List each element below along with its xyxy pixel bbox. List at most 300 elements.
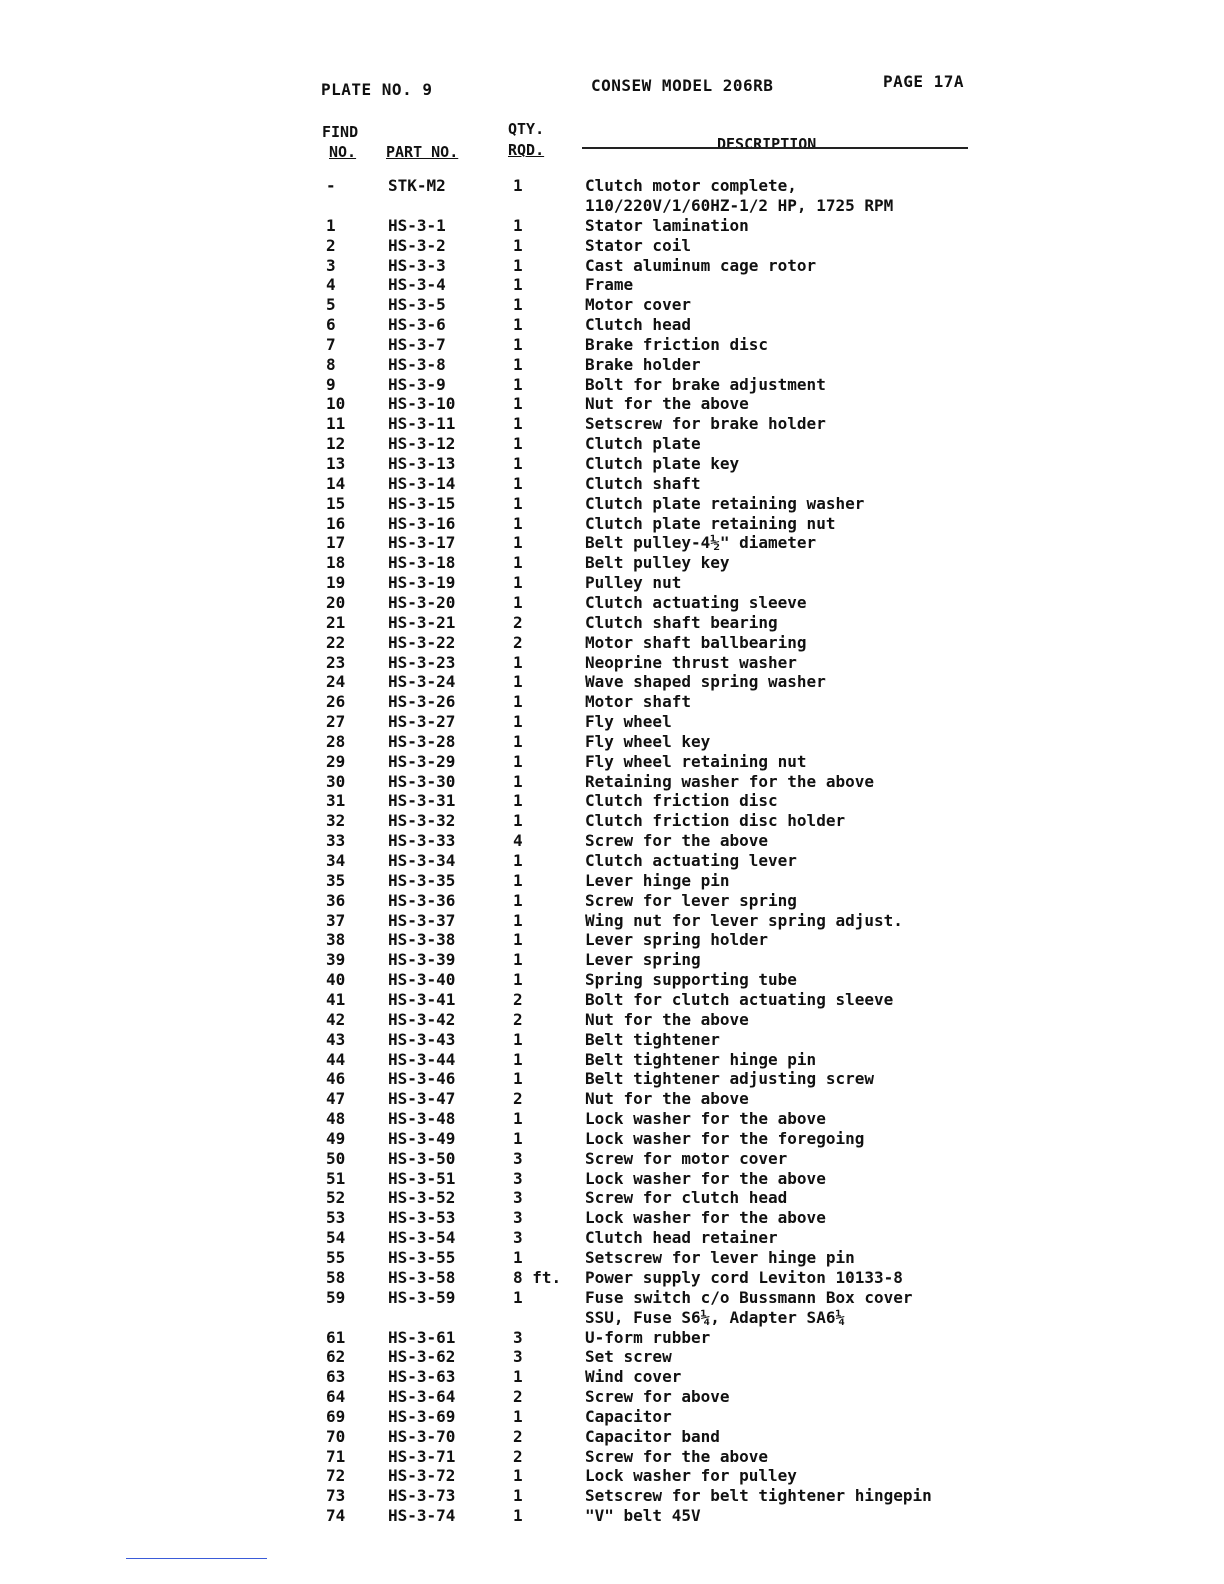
table-row <box>0 256 1224 276</box>
part-no: HS-3-52 <box>388 1188 456 1208</box>
part-no: HS-3-17 <box>388 533 456 553</box>
description: Bolt for clutch actuating sleeve <box>585 989 894 1009</box>
find-no: 42 <box>326 1009 346 1029</box>
qty-required: 1 <box>513 870 523 890</box>
qty-required: 1 <box>513 275 523 295</box>
table-row <box>0 593 1224 613</box>
qty-required: 1 <box>513 930 523 950</box>
table-row <box>0 1347 1224 1367</box>
find-no: 32 <box>326 811 346 831</box>
description: Pulley nut <box>585 573 682 593</box>
description: Nut for the above <box>585 394 749 414</box>
description: Clutch plate retaining washer <box>585 493 865 513</box>
description: Fly wheel <box>585 712 672 732</box>
description: Fly wheel retaining nut <box>585 751 807 771</box>
table-row <box>0 335 1224 355</box>
table-row <box>0 533 1224 553</box>
part-no: HS-3-64 <box>388 1387 456 1407</box>
part-no: HS-3-48 <box>388 1109 456 1129</box>
description: Setscrew for lever hinge pin <box>585 1248 855 1267</box>
description: Cast aluminum cage rotor <box>585 255 817 275</box>
find-no: 11 <box>326 414 346 434</box>
description: Fuse switch c/o Bussmann Box cover <box>585 1287 913 1307</box>
table-row <box>0 672 1224 692</box>
qty-required: 1 <box>513 910 523 930</box>
find-no: 40 <box>326 970 346 990</box>
qty-required: 8 ft. <box>513 1267 562 1287</box>
table-row <box>0 355 1224 375</box>
part-no: HS-3-18 <box>388 553 456 573</box>
part-no: HS-3-27 <box>388 712 456 732</box>
part-no: STK-M2 <box>388 176 446 195</box>
model-title: CONSEW MODEL 206RB <box>591 76 774 95</box>
part-no: HS-3-74 <box>388 1506 456 1526</box>
description: Wing nut for lever spring adjust. <box>585 910 903 930</box>
find-no: 29 <box>326 751 346 771</box>
part-no: HS-3-34 <box>388 851 456 870</box>
find-no: 55 <box>326 1248 346 1267</box>
description: Lock washer for the above <box>585 1208 826 1228</box>
part-no: HS-3-10 <box>388 394 456 414</box>
description: Belt pulley-4½" diameter <box>585 533 817 553</box>
part-no: HS-3-61 <box>388 1327 456 1347</box>
part-no: HS-3-59 <box>388 1287 456 1307</box>
part-no: HS-3-4 <box>388 275 446 295</box>
find-no: 58 <box>326 1267 346 1287</box>
part-no: HS-3-35 <box>388 870 456 890</box>
table-row <box>0 1188 1224 1208</box>
table-row <box>0 970 1224 990</box>
description: Screw for the above <box>585 1446 769 1466</box>
qty-required: 1 <box>513 1069 523 1089</box>
qty-required: 1 <box>513 652 523 672</box>
table-row <box>0 295 1224 315</box>
qty-required: 1 <box>513 533 523 553</box>
table-row <box>0 315 1224 335</box>
find-no: 30 <box>326 771 346 791</box>
find-no: 1 <box>326 215 336 235</box>
find-no: 43 <box>326 1029 346 1049</box>
table-row <box>0 871 1224 891</box>
table-row <box>0 474 1224 494</box>
description: Lock washer for pulley <box>585 1466 797 1486</box>
table-row <box>0 275 1224 295</box>
part-no: HS-3-14 <box>388 473 456 493</box>
table-row <box>0 1050 1224 1070</box>
find-no: 20 <box>326 592 346 612</box>
find-no: 47 <box>326 1089 346 1109</box>
qty-required: 1 <box>513 493 523 513</box>
qty-required: 1 <box>513 970 523 990</box>
description: Lock washer for the above <box>585 1109 826 1129</box>
part-no: HS-3-71 <box>388 1446 456 1466</box>
table-row <box>0 930 1224 950</box>
description: Screw for clutch head <box>585 1188 788 1208</box>
qty-required: 1 <box>513 1406 523 1426</box>
qty-required: 1 <box>513 1248 523 1267</box>
part-no: HS-3-21 <box>388 612 456 632</box>
part-no: HS-3-9 <box>388 374 446 394</box>
qty-required: 3 <box>513 1327 523 1347</box>
part-no: HS-3-15 <box>388 493 456 513</box>
table-row <box>0 1129 1224 1149</box>
part-no: HS-3-28 <box>388 731 456 751</box>
find-no: 62 <box>326 1347 346 1367</box>
qty-required: 2 <box>513 1446 523 1466</box>
description: Belt tightener hinge pin <box>585 1049 817 1069</box>
qty-required: 1 <box>513 1466 523 1486</box>
description: Frame <box>585 275 634 295</box>
find-no: 64 <box>326 1387 346 1407</box>
find-no: 7 <box>326 334 336 354</box>
qty-required: 1 <box>513 751 523 771</box>
table-row <box>0 1486 1224 1506</box>
qty-required: 3 <box>513 1168 523 1188</box>
part-no: HS-3-5 <box>388 295 446 315</box>
qty-required: 1 <box>513 731 523 751</box>
qty-required: 2 <box>513 1387 523 1407</box>
table-row <box>0 236 1224 256</box>
description: Clutch actuating lever <box>585 851 797 870</box>
description: Clutch plate key <box>585 454 740 473</box>
table-row <box>0 1109 1224 1129</box>
part-no: HS-3-23 <box>388 652 456 672</box>
find-no: 24 <box>326 672 346 692</box>
qty-required: 1 <box>513 215 523 235</box>
table-row <box>0 831 1224 851</box>
part-no: HS-3-55 <box>388 1248 456 1267</box>
description: Motor cover <box>585 295 691 315</box>
table-row <box>0 692 1224 712</box>
part-no: HS-3-53 <box>388 1208 456 1228</box>
table-row <box>0 1387 1224 1407</box>
find-no: 23 <box>326 652 346 672</box>
qty-required: 1 <box>513 1367 523 1387</box>
find-no: 44 <box>326 1049 346 1069</box>
description-continued: 110/220V/1/60HZ-1/2 HP, 1725 RPM <box>585 196 894 215</box>
description: Screw for the above <box>585 831 769 851</box>
part-no: HS-3-33 <box>388 831 456 851</box>
description: Stator coil <box>585 235 691 255</box>
description: Lock washer for the foregoing <box>585 1128 865 1148</box>
part-no: HS-3-70 <box>388 1426 456 1446</box>
description: Clutch actuating sleeve <box>585 592 807 612</box>
qty-required: 3 <box>513 1347 523 1367</box>
part-no: HS-3-1 <box>388 215 446 235</box>
col-find-line2: NO. <box>329 143 357 161</box>
description: Wind cover <box>585 1367 682 1387</box>
description: Set screw <box>585 1347 672 1367</box>
qty-required: 1 <box>513 334 523 354</box>
description: Clutch head retainer <box>585 1228 778 1248</box>
table-row <box>0 375 1224 395</box>
qty-required: 1 <box>513 513 523 533</box>
qty-required: 1 <box>513 573 523 593</box>
find-no: 16 <box>326 513 346 533</box>
qty-required: 2 <box>513 632 523 652</box>
description: Lever hinge pin <box>585 870 730 890</box>
qty-required: 1 <box>513 434 523 454</box>
part-no: HS-3-39 <box>388 950 456 970</box>
description: Nut for the above <box>585 1089 749 1109</box>
find-no: 10 <box>326 394 346 414</box>
part-no: HS-3-3 <box>388 255 446 275</box>
table-row <box>0 990 1224 1010</box>
find-no: 28 <box>326 731 346 751</box>
table-row <box>0 1248 1224 1268</box>
find-no: 36 <box>326 890 346 910</box>
part-no: HS-3-69 <box>388 1406 456 1426</box>
table-row <box>0 514 1224 534</box>
table-row <box>0 414 1224 434</box>
table-row <box>0 772 1224 792</box>
table-row <box>0 434 1224 454</box>
table-row <box>0 1268 1224 1288</box>
find-no: 31 <box>326 791 346 811</box>
part-no: HS-3-31 <box>388 791 456 811</box>
part-no: HS-3-11 <box>388 414 456 434</box>
find-no: 49 <box>326 1128 346 1148</box>
qty-required: 2 <box>513 612 523 632</box>
find-no: 6 <box>326 315 336 335</box>
qty-required: 1 <box>513 1128 523 1148</box>
table-row <box>0 950 1224 970</box>
description: Nut for the above <box>585 1009 749 1029</box>
part-no: HS-3-26 <box>388 692 456 712</box>
find-no: 26 <box>326 692 346 712</box>
find-no: 8 <box>326 354 336 374</box>
table-row <box>0 633 1224 653</box>
table-row <box>0 573 1224 593</box>
description: Clutch shaft <box>585 473 701 493</box>
table-row <box>0 1288 1224 1328</box>
part-no: HS-3-49 <box>388 1128 456 1148</box>
qty-required: 2 <box>513 1089 523 1109</box>
find-no: 72 <box>326 1466 346 1486</box>
part-no: HS-3-43 <box>388 1029 456 1049</box>
description: U-form rubber <box>585 1327 711 1347</box>
qty-required: 1 <box>513 672 523 692</box>
table-row <box>0 891 1224 911</box>
qty-required: 2 <box>513 1426 523 1446</box>
part-no: HS-3-37 <box>388 910 456 930</box>
description: Wave shaped spring washer <box>585 672 826 692</box>
table-row <box>0 1466 1224 1486</box>
table-row <box>0 1427 1224 1447</box>
part-no: HS-3-24 <box>388 672 456 692</box>
part-no: HS-3-42 <box>388 1009 456 1029</box>
qty-required: 1 <box>513 712 523 732</box>
part-no: HS-3-40 <box>388 970 456 990</box>
col-qty-line1: QTY. <box>508 120 545 138</box>
qty-required: 1 <box>513 454 523 473</box>
qty-required: 1 <box>513 394 523 414</box>
table-row <box>0 1367 1224 1387</box>
find-no: 46 <box>326 1069 346 1089</box>
find-no: 18 <box>326 553 346 573</box>
part-no: HS-3-6 <box>388 315 446 335</box>
part-no: HS-3-32 <box>388 811 456 831</box>
description: Motor shaft <box>585 692 691 712</box>
table-row <box>0 732 1224 752</box>
find-no: 21 <box>326 612 346 632</box>
table-row <box>0 1149 1224 1169</box>
find-no: - <box>326 176 336 195</box>
table-row <box>0 1506 1224 1526</box>
part-no: HS-3-22 <box>388 632 456 652</box>
description: Brake friction disc <box>585 334 769 354</box>
find-no: 9 <box>326 374 336 394</box>
part-no: HS-3-7 <box>388 334 446 354</box>
find-no: 38 <box>326 930 346 950</box>
description-continued: SSU, Fuse S6¼, Adapter SA6¼ <box>585 1307 846 1327</box>
part-no: HS-3-50 <box>388 1148 456 1168</box>
description: Spring supporting tube <box>585 970 797 990</box>
find-no: 48 <box>326 1109 346 1129</box>
find-no: 52 <box>326 1188 346 1208</box>
part-no: HS-3-29 <box>388 751 456 771</box>
table-row <box>0 653 1224 673</box>
description: Setscrew for brake holder <box>585 414 826 434</box>
description: Lever spring <box>585 950 701 970</box>
col-description: DESCRIPTION <box>717 135 817 153</box>
page-number: PAGE 17A <box>883 72 965 91</box>
table-row <box>0 1010 1224 1030</box>
qty-required: 1 <box>513 1029 523 1049</box>
description: Clutch shaft bearing <box>585 612 778 632</box>
qty-required: 2 <box>513 1009 523 1029</box>
description: Clutch friction disc holder <box>585 811 846 831</box>
table-row <box>0 1089 1224 1109</box>
qty-required: 1 <box>513 851 523 870</box>
find-no: 71 <box>326 1446 346 1466</box>
footer-rule <box>126 1558 267 1559</box>
qty-required: 1 <box>513 295 523 315</box>
qty-required: 3 <box>513 1208 523 1228</box>
part-no: HS-3-13 <box>388 454 456 473</box>
table-row <box>0 613 1224 633</box>
table-row <box>0 176 1224 216</box>
find-no: 51 <box>326 1168 346 1188</box>
description: Lever spring holder <box>585 930 769 950</box>
part-no: HS-3-41 <box>388 989 456 1009</box>
qty-required: 4 <box>513 831 523 851</box>
qty-required: 1 <box>513 592 523 612</box>
table-row <box>0 553 1224 573</box>
part-no: HS-3-58 <box>388 1267 456 1287</box>
part-no: HS-3-73 <box>388 1486 456 1506</box>
table-row <box>0 454 1224 474</box>
qty-required: 1 <box>513 255 523 275</box>
table-row <box>0 216 1224 236</box>
part-no: HS-3-54 <box>388 1228 456 1248</box>
table-row <box>0 811 1224 831</box>
description: Screw for lever spring <box>585 890 797 910</box>
table-row <box>0 494 1224 514</box>
description: Clutch plate <box>585 434 701 454</box>
find-no: 61 <box>326 1327 346 1347</box>
find-no: 5 <box>326 295 336 315</box>
part-no: HS-3-72 <box>388 1466 456 1486</box>
table-row <box>0 1328 1224 1348</box>
find-no: 4 <box>326 275 336 295</box>
qty-required: 1 <box>513 473 523 493</box>
part-no: HS-3-16 <box>388 513 456 533</box>
qty-required: 1 <box>513 791 523 811</box>
table-row <box>0 394 1224 414</box>
qty-required: 1 <box>513 1109 523 1129</box>
part-no: HS-3-44 <box>388 1049 456 1069</box>
part-no: HS-3-46 <box>388 1069 456 1089</box>
qty-required: 3 <box>513 1148 523 1168</box>
description: Lock washer for the above <box>585 1168 826 1188</box>
qty-required: 1 <box>513 890 523 910</box>
find-no: 63 <box>326 1367 346 1387</box>
qty-required: 1 <box>513 692 523 712</box>
qty-required: 1 <box>513 374 523 394</box>
find-no: 15 <box>326 493 346 513</box>
qty-required: 1 <box>513 1486 523 1506</box>
description: Clutch motor complete, <box>585 176 797 195</box>
find-no: 54 <box>326 1228 346 1248</box>
qty-required: 1 <box>513 553 523 573</box>
find-no: 3 <box>326 255 336 275</box>
qty-required: 1 <box>513 315 523 335</box>
qty-required: 1 <box>513 771 523 791</box>
description: Screw for above <box>585 1387 730 1407</box>
find-no: 27 <box>326 712 346 732</box>
qty-required: 1 <box>513 811 523 831</box>
find-no: 59 <box>326 1287 346 1307</box>
description: Belt pulley key <box>585 553 730 573</box>
part-no: HS-3-62 <box>388 1347 456 1367</box>
find-no: 17 <box>326 533 346 553</box>
table-row <box>0 712 1224 732</box>
part-no: HS-3-30 <box>388 771 456 791</box>
description: Motor shaft ballbearing <box>585 632 807 652</box>
table-row <box>0 1407 1224 1427</box>
find-no: 35 <box>326 870 346 890</box>
description: Clutch head <box>585 315 691 335</box>
find-no: 33 <box>326 831 346 851</box>
part-no: HS-3-12 <box>388 434 456 454</box>
col-part-no: PART NO. <box>386 143 459 161</box>
table-row <box>0 1447 1224 1467</box>
qty-required: 3 <box>513 1228 523 1248</box>
table-row <box>0 1030 1224 1050</box>
table-row <box>0 851 1224 871</box>
table-row <box>0 791 1224 811</box>
table-row <box>0 1169 1224 1189</box>
qty-required: 1 <box>513 950 523 970</box>
part-no: HS-3-36 <box>388 890 456 910</box>
find-no: 69 <box>326 1406 346 1426</box>
qty-required: 1 <box>513 1506 523 1526</box>
qty-required: 1 <box>513 176 523 195</box>
description: Brake holder <box>585 354 701 374</box>
description: Screw for motor cover <box>585 1148 788 1168</box>
qty-required: 1 <box>513 414 523 434</box>
part-no: HS-3-47 <box>388 1089 456 1109</box>
part-no: HS-3-63 <box>388 1367 456 1387</box>
part-no: HS-3-20 <box>388 592 456 612</box>
part-no: HS-3-38 <box>388 930 456 950</box>
find-no: 13 <box>326 454 346 473</box>
find-no: 70 <box>326 1426 346 1446</box>
description: "V" belt 45V <box>585 1506 701 1526</box>
description: Setscrew for belt tightener hingepin <box>585 1486 932 1506</box>
part-no: HS-3-8 <box>388 354 446 374</box>
